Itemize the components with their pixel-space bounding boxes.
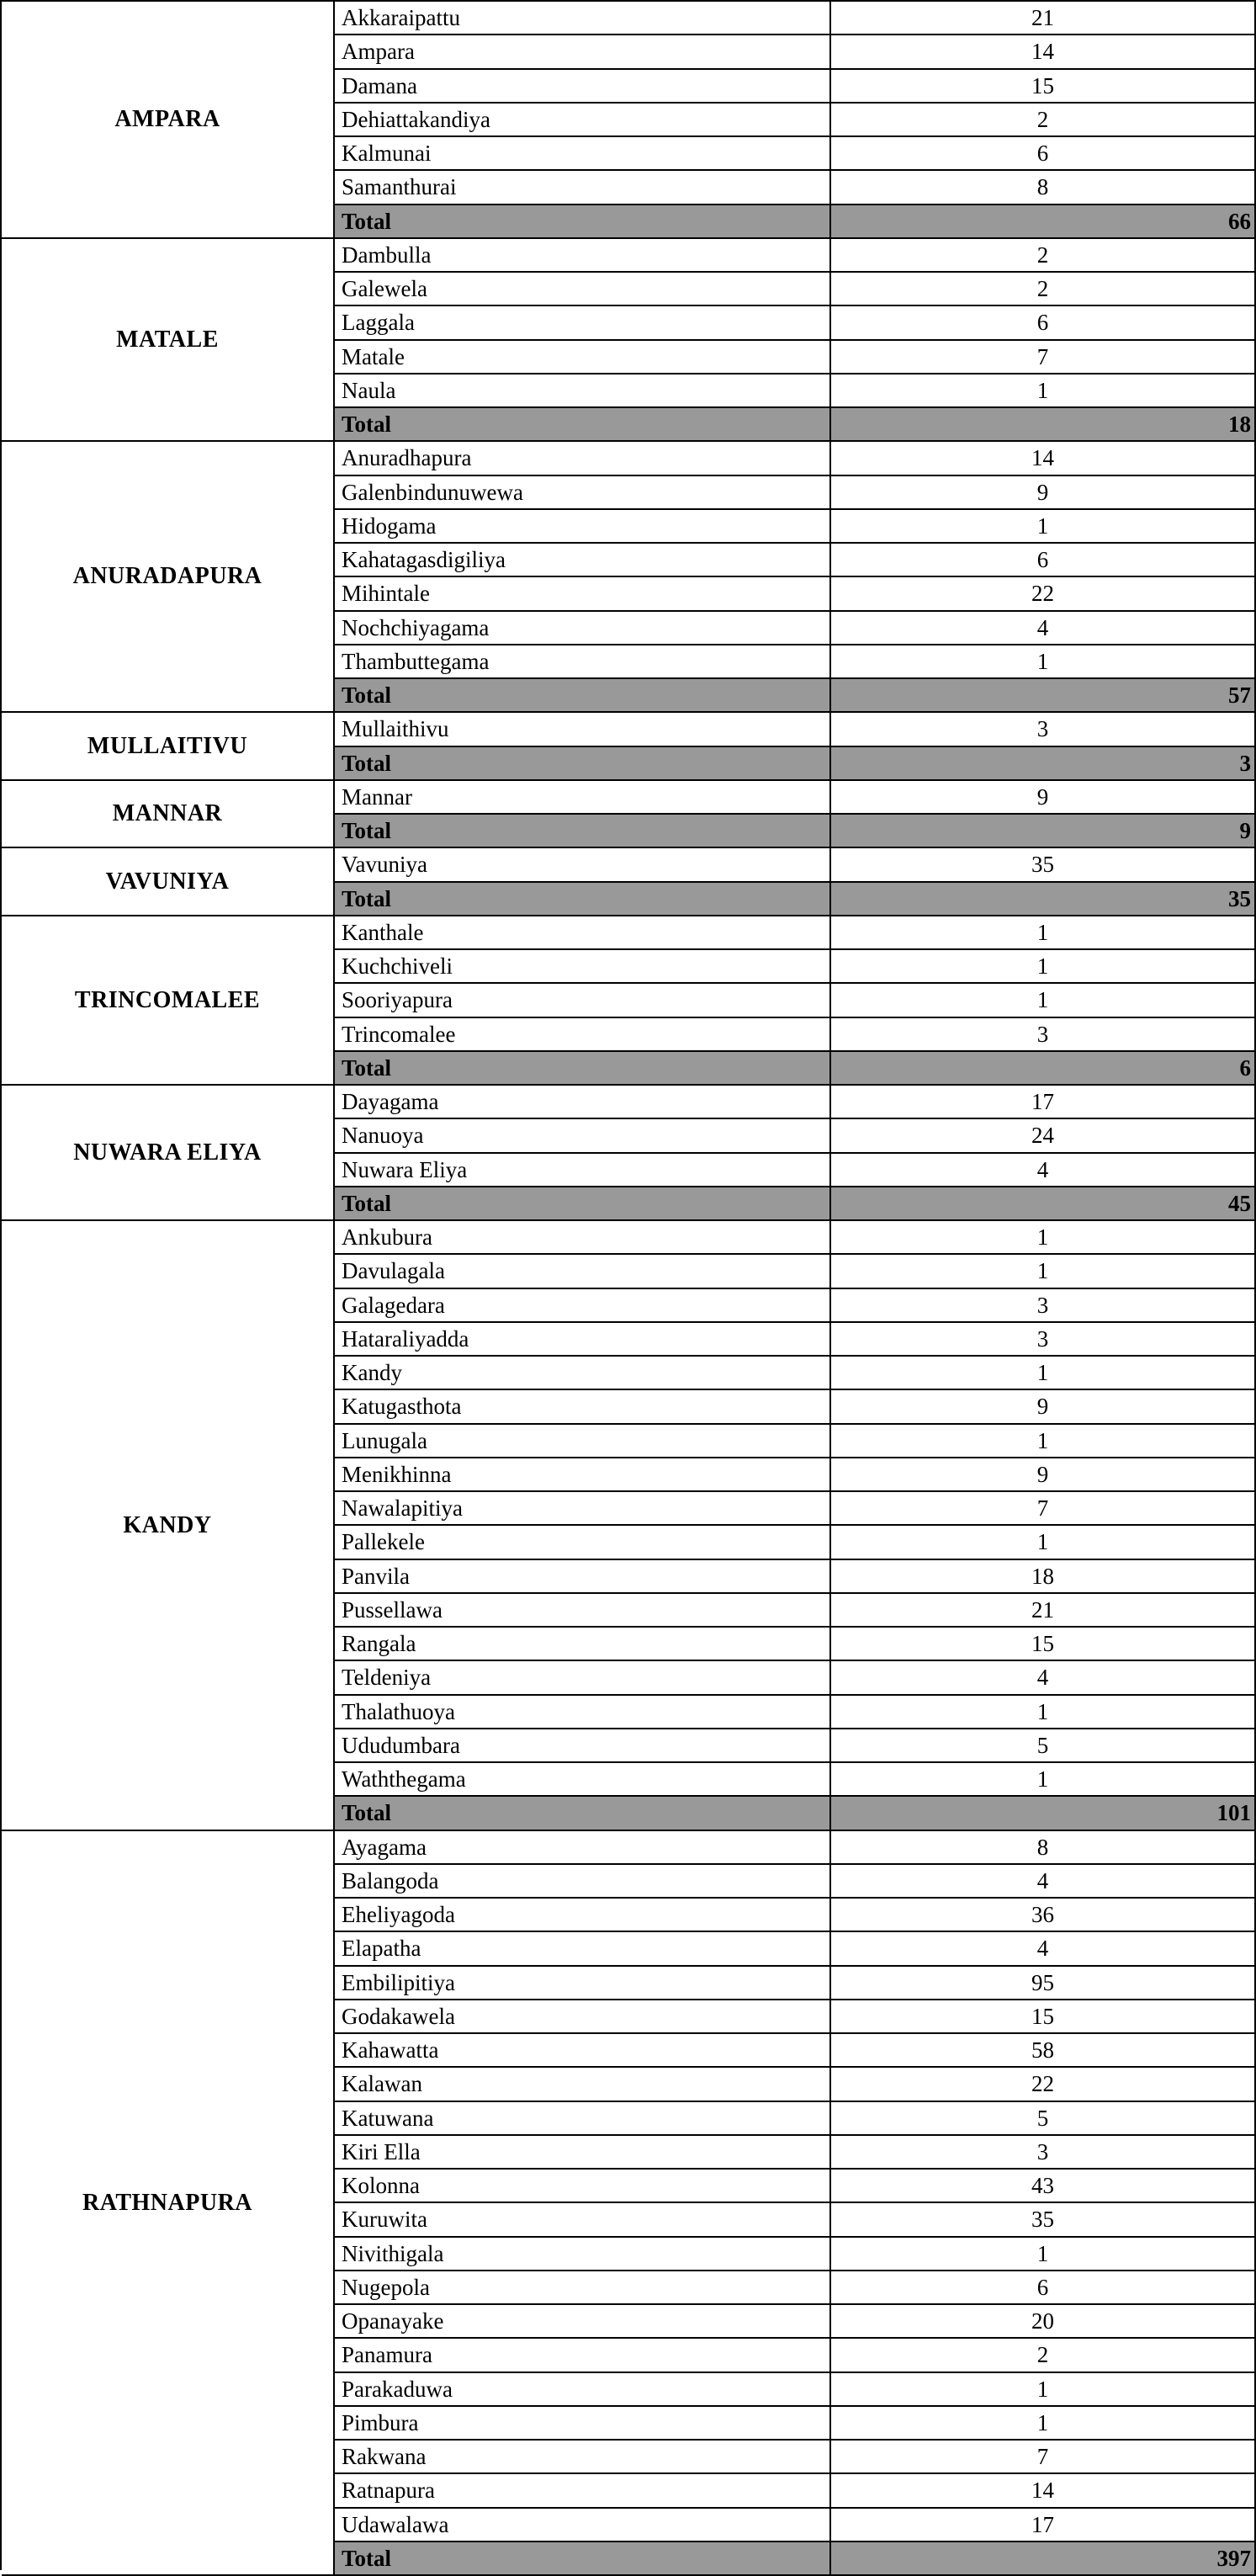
table-row	[335, 612, 1256, 645]
place-name: Mannar	[335, 781, 831, 813]
place-name: Katugasthota	[335, 1390, 831, 1423]
total-count: 397	[831, 2542, 1256, 2574]
table-row	[335, 1357, 1256, 1390]
place-count: 1	[831, 1221, 1256, 1253]
district-name: VAVUNIYA	[2, 848, 335, 916]
district-block	[2, 1831, 1256, 2576]
place-name: Galewela	[335, 273, 831, 305]
place-count: 1	[831, 984, 1256, 1017]
table-row	[335, 239, 1256, 273]
place-name: Elapatha	[335, 1932, 831, 1965]
district-block	[2, 2, 1256, 239]
place-count: 1	[831, 1526, 1256, 1559]
place-name: Kandy	[335, 1357, 831, 1389]
place-name: Pimbura	[335, 2407, 831, 2439]
total-label: Total	[335, 747, 831, 779]
table-row	[335, 645, 1256, 679]
table-row	[335, 1831, 1256, 1865]
place-name: Damana	[335, 70, 831, 102]
place-count: 5	[831, 1729, 1256, 1761]
place-count: 58	[831, 2034, 1256, 2066]
place-name: Ududumbara	[335, 1729, 831, 1761]
district-block	[2, 848, 1256, 916]
place-name: Dambulla	[335, 239, 831, 271]
place-count: 2	[831, 104, 1256, 135]
district-name: TRINCOMALEE	[2, 916, 335, 1086]
total-count: 35	[831, 883, 1256, 915]
table-row	[335, 306, 1256, 341]
place-count: 22	[831, 2068, 1256, 2101]
total-count: 66	[831, 205, 1256, 237]
table-row	[335, 848, 1256, 883]
place-count: 43	[831, 2170, 1256, 2202]
total-row	[335, 1797, 1256, 1831]
place-name: Kuruwita	[335, 2203, 831, 2236]
place-count: 22	[831, 577, 1256, 610]
table-row	[335, 2102, 1256, 2136]
place-count: 2	[831, 239, 1256, 271]
table-row	[335, 1390, 1256, 1425]
place-count: 4	[831, 1154, 1256, 1186]
total-row	[335, 1052, 1256, 1086]
place-count: 1	[831, 950, 1256, 982]
place-name: Parakaduwa	[335, 2373, 831, 2405]
table-row	[335, 171, 1256, 205]
table-row	[335, 2373, 1256, 2407]
place-name: Pussellawa	[335, 1594, 831, 1626]
district-name: MATALE	[2, 239, 335, 442]
table-row	[335, 273, 1256, 306]
table-row	[335, 2271, 1256, 2305]
table-row	[335, 984, 1256, 1018]
total-label: Total	[335, 1797, 831, 1830]
table-row	[335, 916, 1256, 950]
place-name: Ankubura	[335, 1221, 831, 1253]
place-name: Dayagama	[335, 1086, 831, 1118]
place-name: Mihintale	[335, 577, 831, 610]
place-name: Udawalawa	[335, 2509, 831, 2541]
place-name: Balangoda	[335, 1865, 831, 1897]
place-name: Anuradhapura	[335, 442, 831, 475]
place-name: Lunugala	[335, 1425, 831, 1457]
place-count: 15	[831, 70, 1256, 102]
total-label: Total	[335, 679, 831, 711]
table-row	[335, 2203, 1256, 2238]
table-row	[335, 341, 1256, 374]
place-count: 15	[831, 1628, 1256, 1660]
place-count: 17	[831, 1086, 1256, 1118]
total-row	[335, 815, 1256, 848]
table-row	[335, 1526, 1256, 1560]
place-count: 7	[831, 2441, 1256, 2472]
table-row	[335, 2000, 1256, 2034]
place-name: Panamura	[335, 2339, 831, 2372]
table-row	[335, 2, 1256, 35]
total-label: Total	[335, 1187, 831, 1219]
total-count: 9	[831, 815, 1256, 847]
table-row	[335, 1661, 1256, 1696]
place-count: 1	[831, 2238, 1256, 2270]
table-row	[335, 1458, 1256, 1492]
total-label: Total	[335, 815, 831, 847]
district-name: AMPARA	[2, 2, 335, 239]
total-label: Total	[335, 408, 831, 440]
place-count: 7	[831, 1492, 1256, 1524]
place-name: Nugepola	[335, 2271, 831, 2303]
total-count: 45	[831, 1187, 1256, 1219]
table-row	[335, 1729, 1256, 1763]
table-row	[335, 950, 1256, 984]
place-count: 4	[831, 1661, 1256, 1694]
place-name: Ayagama	[335, 1831, 831, 1863]
table-row	[335, 1492, 1256, 1526]
district-block	[2, 239, 1256, 442]
place-name: Hidogama	[335, 510, 831, 542]
place-count: 9	[831, 476, 1256, 508]
district-block	[2, 781, 1256, 848]
district-name: NUWARA ELIYA	[2, 1086, 335, 1221]
place-count: 1	[831, 2373, 1256, 2405]
total-count: 18	[831, 408, 1256, 440]
place-name: Kiri Ella	[335, 2136, 831, 2168]
place-count: 1	[831, 2407, 1256, 2439]
place-name: Vavuniya	[335, 848, 831, 881]
place-count: 21	[831, 1594, 1256, 1626]
table-row	[335, 137, 1256, 171]
place-name: Nuwara Eliya	[335, 1154, 831, 1186]
place-count: 35	[831, 848, 1256, 881]
table-row	[335, 1865, 1256, 1899]
place-name: Nivithigala	[335, 2238, 831, 2270]
table-row	[335, 1323, 1256, 1357]
place-name: Nochchiyagama	[335, 612, 831, 644]
place-name: Thambuttegama	[335, 645, 831, 677]
place-name: Galenbindunuwewa	[335, 476, 831, 508]
table-row	[335, 1560, 1256, 1594]
district-block	[2, 442, 1256, 713]
place-name: Hataraliyadda	[335, 1323, 831, 1355]
place-count: 1	[831, 374, 1256, 406]
place-count: 1	[831, 1696, 1256, 1728]
place-count: 1	[831, 645, 1256, 677]
place-name: Eheliyagoda	[335, 1899, 831, 1931]
total-row	[335, 1187, 1256, 1221]
place-name: Ampara	[335, 35, 831, 68]
table-row	[335, 442, 1256, 476]
place-name: Kuchchiveli	[335, 950, 831, 982]
table-row	[335, 2339, 1256, 2373]
place-name: Menikhinna	[335, 1458, 831, 1490]
place-count: 7	[831, 341, 1256, 373]
district-block	[2, 1086, 1256, 1221]
place-count: 15	[831, 2000, 1256, 2032]
total-count: 3	[831, 747, 1256, 779]
place-count: 8	[831, 1831, 1256, 1863]
place-name: Akkaraipattu	[335, 2, 831, 34]
place-name: Nanuoya	[335, 1119, 831, 1152]
place-count: 6	[831, 2271, 1256, 2303]
place-name: Opanayake	[335, 2305, 831, 2337]
table-row	[335, 1221, 1256, 1255]
place-count: 36	[831, 1899, 1256, 1931]
district-block	[2, 916, 1256, 1086]
table-row	[335, 544, 1256, 577]
table-row	[335, 781, 1256, 815]
table-row	[335, 2068, 1256, 2102]
place-count: 18	[831, 1560, 1256, 1592]
place-count: 14	[831, 35, 1256, 68]
district-name: MULLAITIVU	[2, 713, 335, 781]
table-row	[335, 35, 1256, 70]
table-row	[335, 104, 1256, 137]
place-name: Kahatagasdigiliya	[335, 544, 831, 576]
place-name: Teldeniya	[335, 1661, 831, 1694]
place-count: 9	[831, 1458, 1256, 1490]
place-count: 35	[831, 2203, 1256, 2236]
table-row	[335, 476, 1256, 510]
place-count: 9	[831, 1390, 1256, 1423]
place-count: 1	[831, 1357, 1256, 1389]
place-count: 6	[831, 544, 1256, 576]
place-name: Davulagala	[335, 1255, 831, 1288]
place-name: Laggala	[335, 306, 831, 339]
total-count: 57	[831, 679, 1256, 711]
table-row	[335, 2407, 1256, 2441]
place-count: 1	[831, 510, 1256, 542]
district-name: MANNAR	[2, 781, 335, 848]
table-row	[335, 2441, 1256, 2474]
place-name: Embilipitiya	[335, 1967, 831, 1999]
place-count: 2	[831, 2339, 1256, 2372]
total-row	[335, 408, 1256, 442]
total-row	[335, 883, 1256, 916]
place-count: 1	[831, 1255, 1256, 1288]
table-row	[335, 1154, 1256, 1187]
place-name: Rangala	[335, 1628, 831, 1660]
table-row	[335, 510, 1256, 544]
table-row	[335, 1086, 1256, 1119]
place-name: Samanthurai	[335, 171, 831, 204]
place-name: Thalathuoya	[335, 1696, 831, 1728]
table-row	[335, 2474, 1256, 2509]
place-name: Katuwana	[335, 2102, 831, 2134]
table-row	[335, 1119, 1256, 1154]
place-name: Godakawela	[335, 2000, 831, 2032]
place-count: 4	[831, 1865, 1256, 1897]
place-count: 3	[831, 2136, 1256, 2168]
total-row	[335, 205, 1256, 239]
place-count: 1	[831, 1763, 1256, 1795]
place-count: 3	[831, 1323, 1256, 1355]
table-row	[335, 2170, 1256, 2203]
district-name: RATHNAPURA	[2, 1831, 335, 2576]
place-name: Nawalapitiya	[335, 1492, 831, 1524]
total-row	[335, 747, 1256, 781]
place-count: 24	[831, 1119, 1256, 1152]
table-row	[335, 1696, 1256, 1729]
table-row	[335, 2305, 1256, 2339]
place-count: 14	[831, 442, 1256, 475]
table-row	[335, 1594, 1256, 1628]
table-row	[335, 1018, 1256, 1052]
district-block	[2, 1221, 1256, 1831]
district-name: KANDY	[2, 1221, 335, 1831]
table-row	[335, 713, 1256, 747]
place-name: Dehiattakandiya	[335, 104, 831, 135]
total-count: 101	[831, 1797, 1256, 1830]
table-row	[335, 1289, 1256, 1323]
place-count: 4	[831, 1932, 1256, 1965]
place-count: 6	[831, 137, 1256, 169]
place-name: Trincomalee	[335, 1018, 831, 1050]
table-row	[335, 1932, 1256, 1967]
place-count: 21	[831, 2, 1256, 34]
place-count: 6	[831, 306, 1256, 339]
total-count: 6	[831, 1052, 1256, 1084]
total-label: Total	[335, 205, 831, 237]
total-row	[335, 2542, 1256, 2576]
table-row	[335, 1425, 1256, 1458]
place-count: 8	[831, 171, 1256, 204]
place-name: Kalawan	[335, 2068, 831, 2101]
total-label: Total	[335, 2542, 831, 2574]
table-row	[335, 1967, 1256, 2000]
place-name: Naula	[335, 374, 831, 406]
place-name: Kolonna	[335, 2170, 831, 2202]
place-count: 4	[831, 612, 1256, 644]
district-name: ANURADAPURA	[2, 442, 335, 713]
place-name: Waththegama	[335, 1763, 831, 1795]
place-count: 3	[831, 713, 1256, 746]
table-row	[335, 2509, 1256, 2542]
place-count: 3	[831, 1018, 1256, 1050]
total-label: Total	[335, 883, 831, 915]
place-name: Rakwana	[335, 2441, 831, 2472]
place-count: 20	[831, 2305, 1256, 2337]
place-name: Kalmunai	[335, 137, 831, 169]
table-row	[335, 577, 1256, 612]
place-count: 3	[831, 1289, 1256, 1321]
place-count: 1	[831, 916, 1256, 948]
place-name: Mullaithivu	[335, 713, 831, 746]
table-row	[335, 374, 1256, 408]
place-count: 17	[831, 2509, 1256, 2541]
total-row	[335, 679, 1256, 713]
table-row	[335, 2136, 1256, 2170]
place-count: 2	[831, 273, 1256, 305]
place-name: Pallekele	[335, 1526, 831, 1559]
place-count: 9	[831, 781, 1256, 813]
place-count: 14	[831, 2474, 1256, 2507]
district-block	[2, 713, 1256, 781]
place-name: Panvila	[335, 1560, 831, 1592]
table-row	[335, 1255, 1256, 1289]
place-count: 1	[831, 1425, 1256, 1457]
table-row	[335, 1628, 1256, 1661]
table-row	[335, 2238, 1256, 2271]
table-row	[335, 1899, 1256, 1932]
place-name: Matale	[335, 341, 831, 373]
table-row	[335, 70, 1256, 104]
table-row	[335, 2034, 1256, 2068]
place-name: Galagedara	[335, 1289, 831, 1321]
place-name: Kanthale	[335, 916, 831, 948]
place-name: Sooriyapura	[335, 984, 831, 1017]
place-count: 95	[831, 1967, 1256, 1999]
place-count: 5	[831, 2102, 1256, 2134]
place-name: Kahawatta	[335, 2034, 831, 2066]
table-row	[335, 1763, 1256, 1797]
total-label: Total	[335, 1052, 831, 1084]
place-name: Ratnapura	[335, 2474, 831, 2507]
